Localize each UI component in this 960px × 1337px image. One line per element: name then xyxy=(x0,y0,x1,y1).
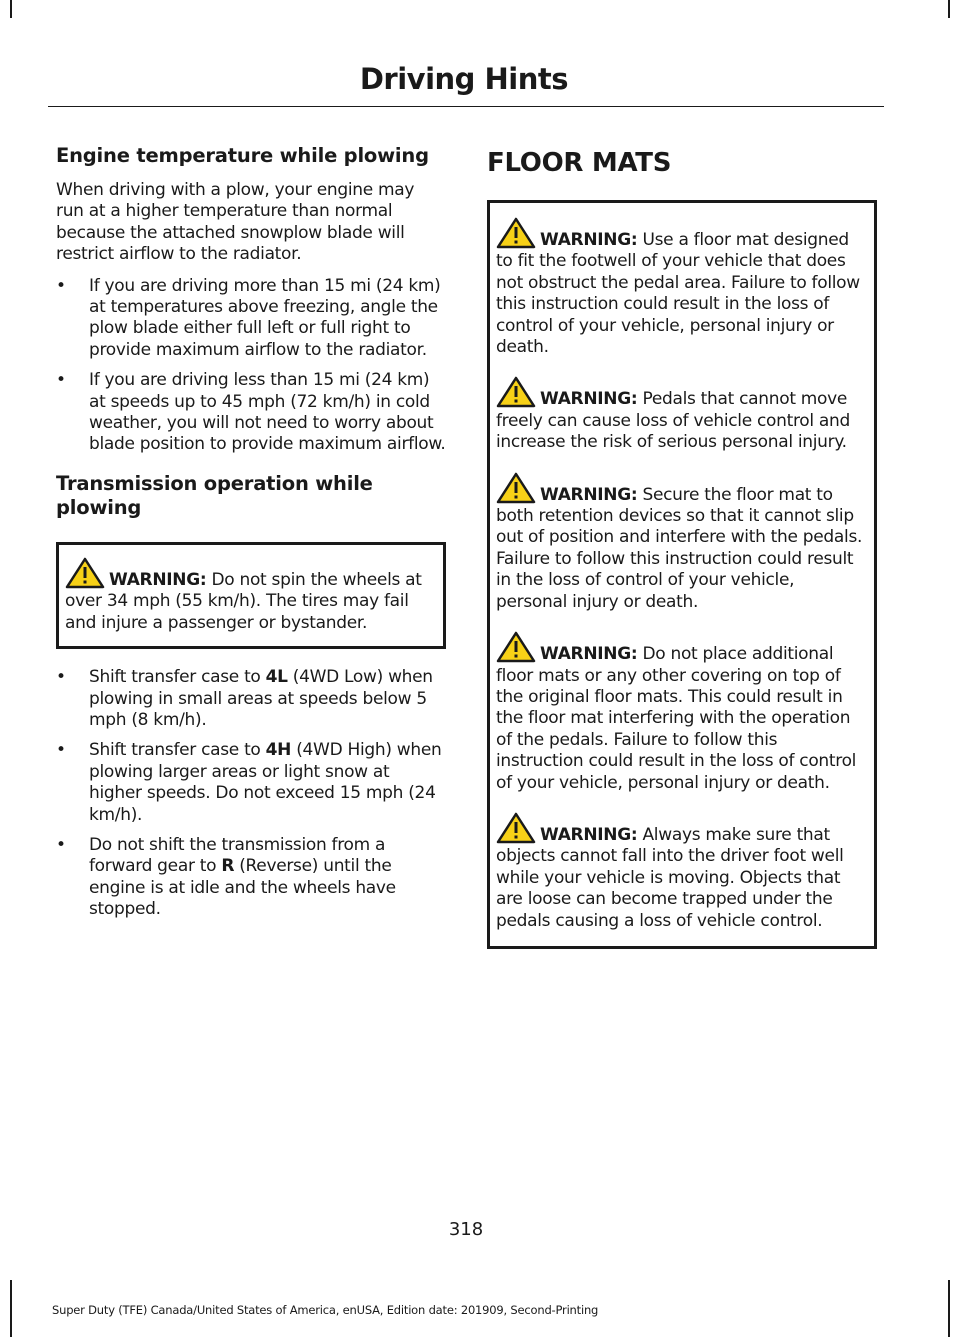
warning-triangle-icon xyxy=(496,631,536,663)
list-item xyxy=(56,835,446,921)
warning-item xyxy=(496,631,868,794)
list-item-text: Do not shift the transmission from a forward gear to xyxy=(89,834,386,877)
warning-label: WARNING: xyxy=(540,484,638,505)
list-item-text: (Reverse) until the engine is at idle and the wheels have stopped. xyxy=(89,856,396,920)
warning-item xyxy=(65,557,437,634)
transmission-bullet-list xyxy=(56,667,446,920)
engine-temperature-heading: Engine temperature while plowing xyxy=(56,144,429,167)
warning-text: Do not spin the wheels at over 34 mph (55 km/h). The tires may fail and injure a passenger or bystander. xyxy=(65,569,422,633)
bullet-icon: • xyxy=(56,834,66,855)
warning-item xyxy=(496,217,868,358)
warning-item xyxy=(496,472,868,613)
crop-mark-bottom-left-v xyxy=(10,1280,12,1337)
list-item-text: Shift transfer case to xyxy=(89,740,266,761)
floor-mats-heading: FLOOR MATS xyxy=(487,148,672,178)
crop-mark-top-right-v xyxy=(948,0,950,18)
list-item-text: (4WD Low) when plowing in small areas at speeds below 5 mph (8 km/h). xyxy=(89,667,433,730)
warning-label: WARNING: xyxy=(540,824,638,845)
list-item-text: If you are driving more than 15 mi (24 km) at temperatures above freezing, angle the plow blade either full left or full right to provide maximum airflow to the radiator. xyxy=(89,275,441,360)
warning-text: Secure the floor mat to both retention devices so that it cannot slip out of position and interfere with the pedals. Failure to follow this instruction could result in the loss of control of your vehicle, personal injury or death. xyxy=(496,484,863,612)
crop-mark-top-left-v xyxy=(10,0,12,18)
warning-text: Pedals that cannot move freely can cause loss of vehicle control and increase the risk of serious personal injury. xyxy=(496,389,851,453)
warning-triangle-icon xyxy=(496,376,536,408)
footer-edition-text: Super Duty (TFE) Canada/United States of America, enUSA, Edition date: 201909, Second-Printing xyxy=(52,1303,599,1317)
warning-triangle-icon xyxy=(496,472,536,504)
warning-label: WARNING: xyxy=(540,389,638,410)
list-item-text: Shift transfer case to xyxy=(89,667,266,688)
engine-temperature-bullet-list xyxy=(56,276,446,456)
warning-triangle-icon xyxy=(496,812,536,844)
bullet-icon: • xyxy=(56,740,66,761)
transmission-warning-box xyxy=(56,542,446,649)
bullet-icon: • xyxy=(56,667,66,688)
list-item-text: If you are driving less than 15 mi (24 km) at speeds up to 45 mph (72 km/h) in cold weather, you will not need to worry about blade position to provide maximum airflow. xyxy=(89,370,446,455)
warning-label: WARNING: xyxy=(540,644,638,665)
list-item xyxy=(56,667,446,731)
header-rule xyxy=(48,106,884,107)
warning-text: Do not place additional floor mats or any other covering on top of the original floor mats. This could result in the floor mat interfering with the operation of the pedals. Failure to follow this instruction could result in the loss of control of your vehicle, personal injury or death. xyxy=(496,644,857,793)
warning-item xyxy=(496,812,868,932)
warning-label: WARNING: xyxy=(109,569,207,590)
gear-key-r: R xyxy=(221,856,235,877)
bullet-icon: • xyxy=(56,275,66,296)
gear-key-4h: 4H xyxy=(265,740,292,761)
page-number: 318 xyxy=(448,1219,484,1240)
right-column xyxy=(487,144,877,949)
warning-triangle-icon xyxy=(65,557,105,589)
crop-mark-bottom-right-v xyxy=(948,1280,950,1337)
warning-label: WARNING: xyxy=(540,230,638,250)
bullet-icon: • xyxy=(56,370,66,391)
list-item xyxy=(56,740,446,826)
engine-temperature-intro: When driving with a plow, your engine may run at a higher temperature than normal because the attached snowplow blade will restrict airflow to the radiator. xyxy=(56,180,415,265)
floor-mats-warning-box xyxy=(487,200,877,949)
warning-item xyxy=(496,376,868,453)
gear-key-4l: 4L xyxy=(265,667,288,688)
transmission-heading: Transmission operation while plowing xyxy=(56,471,373,519)
list-item xyxy=(56,276,446,362)
list-item xyxy=(56,370,446,456)
warning-text: Use a floor mat designed to fit the footwell of your vehicle that does not obstruct the pedal area. Failure to follow this instruction could result in the loss of control of your vehicle, personal injury or death. xyxy=(496,230,860,358)
list-item-text: (4WD High) when plowing larger areas or light snow at higher speeds. Do not exceed 15 mph (24 km/h). xyxy=(89,740,442,825)
page-header-title: Driving Hints xyxy=(359,62,568,96)
left-column xyxy=(56,144,446,931)
warning-text: Always make sure that objects cannot fall into the driver foot well while your vehicle is moving. Objects that are loose can become trapped under the pedals causing a loss of vehicle control. xyxy=(496,824,844,931)
warning-triangle-icon xyxy=(496,217,536,249)
